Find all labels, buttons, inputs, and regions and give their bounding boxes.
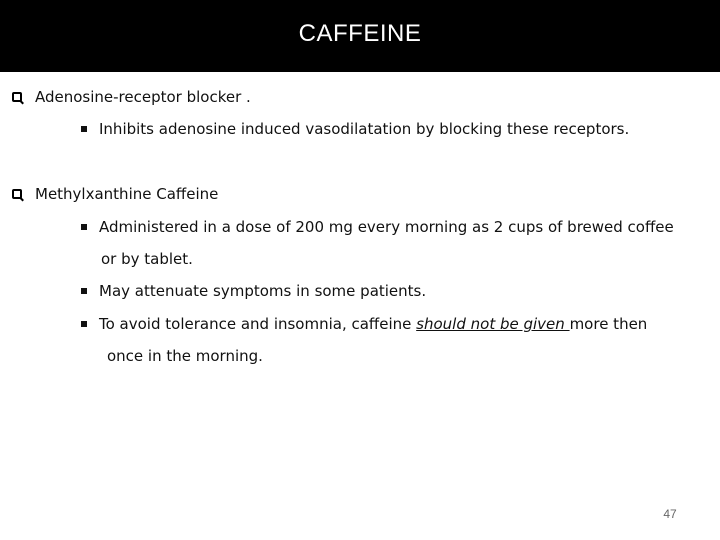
- sub-bullet-item: Inhibits adenosine induced vasodilatation by blocking these receptors.: [99, 120, 630, 138]
- sub-bullet-item: Administered in a dose of 200 mg every morning as 2 cups of brewed coffee: [99, 218, 674, 236]
- sub-bullet-continuation: once in the morning.: [107, 347, 263, 365]
- sub-bullet-continuation: or by tablet.: [101, 250, 193, 268]
- sub-bullet-text: To avoid tolerance and insomnia, caffeine: [99, 315, 417, 333]
- bullet-item: Adenosine-receptor blocker .: [35, 88, 251, 106]
- q-bullet-icon: [12, 189, 22, 199]
- sub-bullet-item: [99, 315, 647, 333]
- page-number: 47: [663, 507, 677, 521]
- square-bullet-icon: [81, 126, 87, 132]
- sub-bullet-item: May attenuate symptoms in some patients.: [99, 282, 427, 300]
- square-bullet-icon: [81, 288, 87, 294]
- square-bullet-icon: [81, 321, 87, 327]
- slide-title: CAFFEINE: [298, 20, 422, 47]
- square-bullet-icon: [81, 224, 87, 230]
- q-bullet-icon: [12, 92, 22, 102]
- bullet-item: Methylxanthine Caffeine: [35, 185, 219, 203]
- sub-bullet-text: more then: [569, 315, 648, 333]
- emphasis-text: should not be given: [416, 315, 570, 333]
